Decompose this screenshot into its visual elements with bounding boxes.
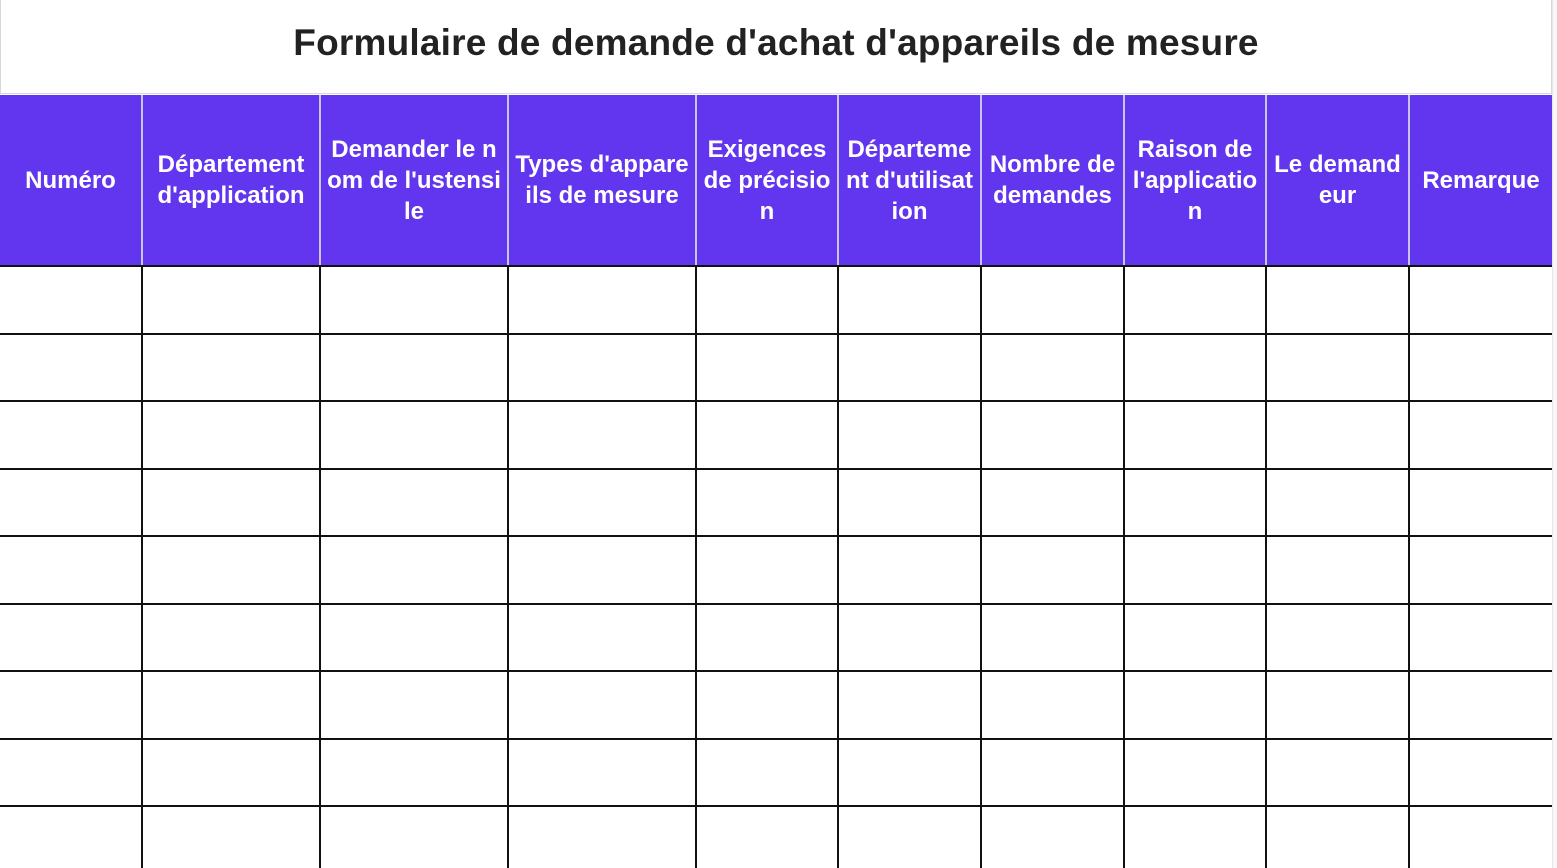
table-cell[interactable] xyxy=(696,806,838,868)
table-body xyxy=(0,266,1552,868)
table-cell[interactable] xyxy=(0,739,142,807)
table-cell[interactable] xyxy=(1124,401,1266,469)
table-cell[interactable] xyxy=(1124,266,1266,334)
table-cell[interactable] xyxy=(1409,469,1552,537)
table-row xyxy=(0,536,1552,604)
column-header-exigences-precision: Exigences de précision xyxy=(696,95,838,266)
table-cell[interactable] xyxy=(508,739,696,807)
table-cell[interactable] xyxy=(696,536,838,604)
table-cell[interactable] xyxy=(696,469,838,537)
table-cell[interactable] xyxy=(1409,334,1552,402)
table-cell[interactable] xyxy=(1124,739,1266,807)
table-cell[interactable] xyxy=(981,806,1124,868)
table-cell[interactable] xyxy=(981,401,1124,469)
table-cell[interactable] xyxy=(838,266,981,334)
table-cell[interactable] xyxy=(320,739,508,807)
table-cell[interactable] xyxy=(142,806,320,868)
table-cell[interactable] xyxy=(320,671,508,739)
table-cell[interactable] xyxy=(1409,671,1552,739)
table-cell[interactable] xyxy=(508,806,696,868)
table-cell[interactable] xyxy=(838,806,981,868)
table-cell[interactable] xyxy=(508,671,696,739)
column-header-remarque: Remarque xyxy=(1409,95,1552,266)
table-cell[interactable] xyxy=(838,469,981,537)
table-row xyxy=(0,334,1552,402)
table-cell[interactable] xyxy=(838,401,981,469)
table-cell[interactable] xyxy=(696,266,838,334)
table-cell[interactable] xyxy=(838,334,981,402)
column-header-departement-application: Département d'application xyxy=(142,95,320,266)
table-cell[interactable] xyxy=(142,604,320,672)
purchase-request-table xyxy=(0,95,1552,868)
table-cell[interactable] xyxy=(142,536,320,604)
title-bar xyxy=(0,0,1552,94)
form-title: Formulaire de demande d'achat d'appareils de mesure xyxy=(293,21,1259,63)
table-row xyxy=(0,671,1552,739)
table-cell[interactable] xyxy=(981,671,1124,739)
table-cell[interactable] xyxy=(981,334,1124,402)
table-cell[interactable] xyxy=(1266,469,1409,537)
table-cell[interactable] xyxy=(320,266,508,334)
table-cell[interactable] xyxy=(838,739,981,807)
table-cell[interactable] xyxy=(142,739,320,807)
table-cell[interactable] xyxy=(1409,266,1552,334)
table-cell[interactable] xyxy=(142,266,320,334)
table-cell[interactable] xyxy=(981,739,1124,807)
table-cell[interactable] xyxy=(838,536,981,604)
table-cell[interactable] xyxy=(1409,806,1552,868)
table-cell[interactable] xyxy=(1409,739,1552,807)
column-header-types-appareils: Types d'appareils de mesure xyxy=(508,95,696,266)
table-cell[interactable] xyxy=(142,671,320,739)
table-cell[interactable] xyxy=(981,469,1124,537)
table-cell[interactable] xyxy=(1124,671,1266,739)
table-cell[interactable] xyxy=(696,739,838,807)
table-cell[interactable] xyxy=(1266,671,1409,739)
column-header-numero: Numéro xyxy=(0,95,142,266)
table-cell[interactable] xyxy=(1266,604,1409,672)
column-header-raison-application: Raison de l'application xyxy=(1124,95,1266,266)
table-cell[interactable] xyxy=(508,469,696,537)
table-row xyxy=(0,604,1552,672)
table-cell[interactable] xyxy=(696,401,838,469)
table-cell[interactable] xyxy=(508,536,696,604)
table-cell[interactable] xyxy=(1124,536,1266,604)
table-cell[interactable] xyxy=(1266,806,1409,868)
table-cell[interactable] xyxy=(0,401,142,469)
table-cell[interactable] xyxy=(696,334,838,402)
table-cell[interactable] xyxy=(320,604,508,672)
table-row xyxy=(0,401,1552,469)
table-cell[interactable] xyxy=(981,604,1124,672)
column-header-departement-utilisation: Département d'utilisation xyxy=(838,95,981,266)
table-cell[interactable] xyxy=(1124,604,1266,672)
table-cell[interactable] xyxy=(0,536,142,604)
table-cell[interactable] xyxy=(1266,266,1409,334)
table-cell[interactable] xyxy=(1409,536,1552,604)
table-cell[interactable] xyxy=(1266,536,1409,604)
table-cell[interactable] xyxy=(508,401,696,469)
table-cell[interactable] xyxy=(1124,334,1266,402)
table-cell[interactable] xyxy=(981,536,1124,604)
scrollbar-track[interactable] xyxy=(1552,0,1557,868)
table-cell[interactable] xyxy=(981,266,1124,334)
table-row xyxy=(0,266,1552,334)
table-cell[interactable] xyxy=(1266,334,1409,402)
table-cell[interactable] xyxy=(0,604,142,672)
table-cell[interactable] xyxy=(696,604,838,672)
table-cell[interactable] xyxy=(1266,401,1409,469)
table-cell[interactable] xyxy=(0,469,142,537)
table-cell[interactable] xyxy=(508,334,696,402)
table-cell[interactable] xyxy=(696,671,838,739)
table-cell[interactable] xyxy=(1266,739,1409,807)
table-cell[interactable] xyxy=(142,334,320,402)
table-cell[interactable] xyxy=(0,671,142,739)
table-cell[interactable] xyxy=(320,536,508,604)
column-header-demandeur: Le demandeur xyxy=(1266,95,1409,266)
header-row xyxy=(0,95,1552,266)
table-cell[interactable] xyxy=(508,266,696,334)
table-cell[interactable] xyxy=(1409,401,1552,469)
column-header-nom-ustensile: Demander le nom de l'ustensile xyxy=(320,95,508,266)
table-cell[interactable] xyxy=(320,334,508,402)
table-cell[interactable] xyxy=(0,266,142,334)
table-cell[interactable] xyxy=(1409,604,1552,672)
column-header-nombre-demandes: Nombre de demandes xyxy=(981,95,1124,266)
table-cell[interactable] xyxy=(1124,469,1266,537)
table-cell[interactable] xyxy=(320,401,508,469)
table-cell[interactable] xyxy=(0,334,142,402)
table-cell[interactable] xyxy=(1124,806,1266,868)
table-cell[interactable] xyxy=(0,806,142,868)
table-cell[interactable] xyxy=(838,671,981,739)
table-row xyxy=(0,739,1552,807)
table-cell[interactable] xyxy=(320,469,508,537)
table-cell[interactable] xyxy=(508,604,696,672)
table-row xyxy=(0,806,1552,868)
table-row xyxy=(0,469,1552,537)
table-cell[interactable] xyxy=(838,604,981,672)
table-cell[interactable] xyxy=(142,401,320,469)
table-cell[interactable] xyxy=(320,806,508,868)
table-cell[interactable] xyxy=(142,469,320,537)
